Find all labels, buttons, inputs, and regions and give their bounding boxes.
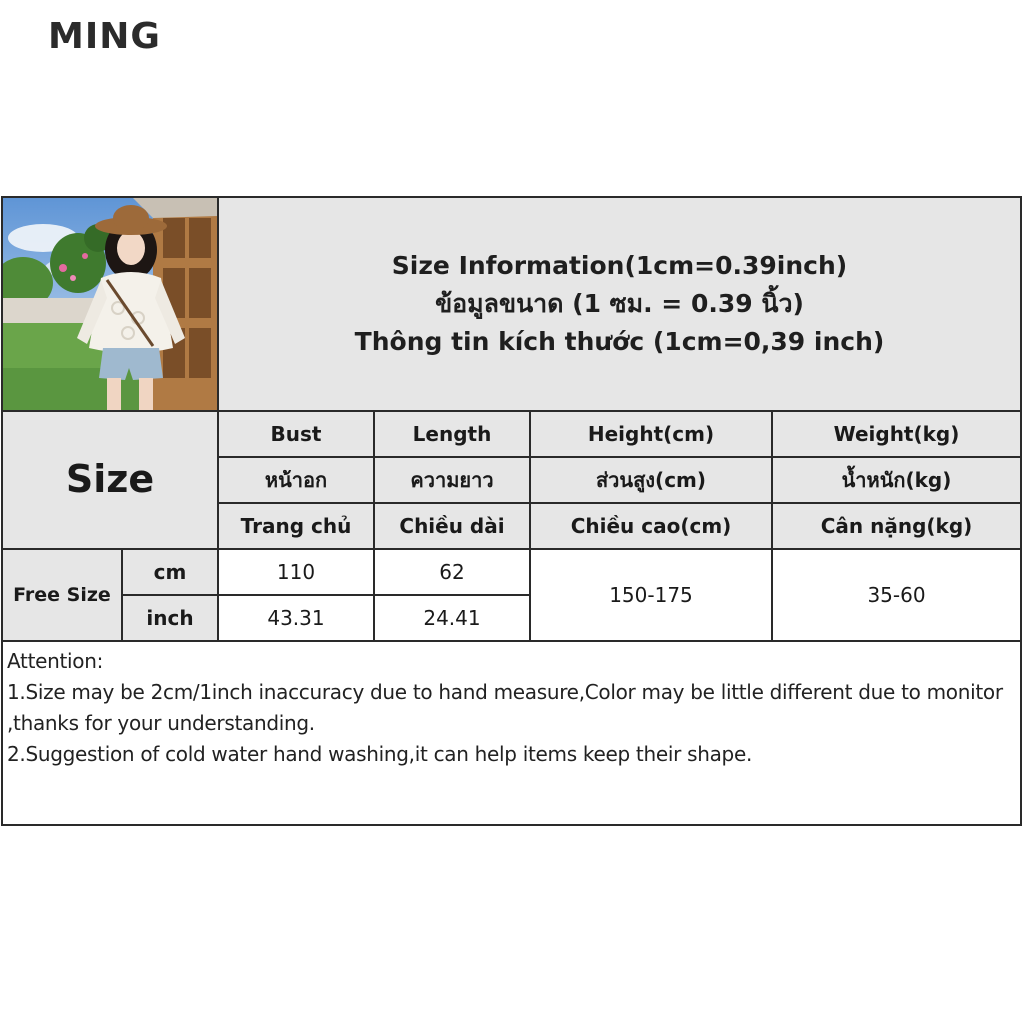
col-length-en: Length	[375, 412, 531, 458]
size-info-th: ข้อมูลขนาด (1 ซม. = 0.39 นิ้ว)	[435, 289, 804, 318]
bust-cm-value: 110	[219, 550, 375, 596]
unit-cm: cm	[123, 550, 219, 596]
size-label: Size	[3, 412, 219, 550]
size-info-header	[219, 198, 1020, 412]
length-cm-value: 62	[375, 550, 531, 596]
brand-logo: MING	[48, 16, 161, 57]
col-height-th: ส่วนสูง(cm)	[531, 458, 773, 504]
height-value: 150-175	[531, 550, 773, 642]
size-info-vi: Thông tin kích thước (1cm=0,39 inch)	[354, 327, 885, 356]
size-info-en: Size Information(1cm=0.39inch)	[391, 251, 848, 280]
attention-line-2: 2.Suggestion of cold water hand washing,it can help items keep their shape.	[7, 742, 753, 766]
col-bust-vi: Trang chủ	[219, 504, 375, 550]
col-weight-vi: Cân nặng(kg)	[773, 504, 1020, 550]
col-height-vi: Chiều cao(cm)	[531, 504, 773, 550]
attention-title: Attention:	[7, 649, 104, 673]
attention-notes	[3, 642, 1020, 824]
col-weight-en: Weight(kg)	[773, 412, 1020, 458]
col-length-th: ความยาว	[375, 458, 531, 504]
col-bust-en: Bust	[219, 412, 375, 458]
row-label-free-size: Free Size	[3, 550, 123, 642]
unit-inch: inch	[123, 596, 219, 642]
col-weight-th: น้ำหนัก(kg)	[773, 458, 1020, 504]
col-bust-th: หน้าอก	[219, 458, 375, 504]
col-height-en: Height(cm)	[531, 412, 773, 458]
weight-value: 35-60	[773, 550, 1020, 642]
col-length-vi: Chiều dài	[375, 504, 531, 550]
attention-line-1: 1.Size may be 2cm/1inch inaccuracy due to hand measure,Color may be little different due to monitor ,thanks for your understanding.	[7, 680, 1003, 735]
bust-inch-value: 43.31	[219, 596, 375, 642]
product-photo	[3, 198, 219, 412]
length-inch-value: 24.41	[375, 596, 531, 642]
size-chart	[1, 196, 1022, 826]
product-photo-image	[3, 198, 217, 410]
